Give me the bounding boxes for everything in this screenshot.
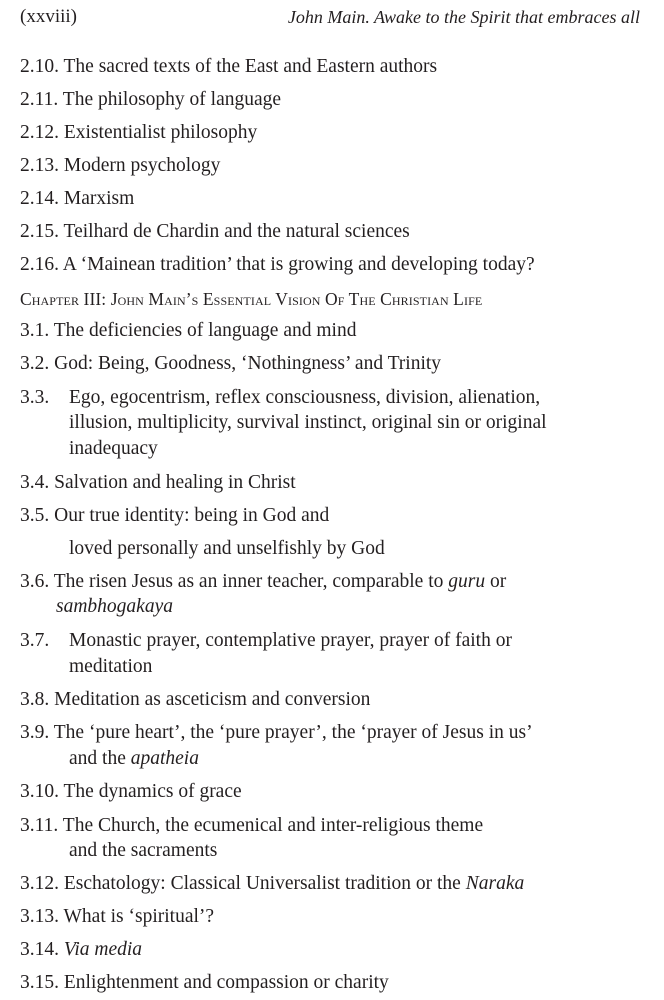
toc-entry-3-11-line1: 3.11. The Church, the ecumenical and inter-religious theme bbox=[20, 815, 484, 836]
toc-text: or bbox=[485, 571, 507, 592]
toc-text: and the bbox=[69, 748, 131, 769]
toc-entry-3-3-line3: inadequacy bbox=[69, 438, 158, 459]
toc-italic-term: sambhogakaya bbox=[56, 596, 173, 617]
toc-entry-3-15: 3.15. Enlightenment and compassion or charity bbox=[20, 972, 389, 993]
toc-entry-2-10: 2.10. The sacred texts of the East and Eastern authors bbox=[20, 56, 438, 77]
toc-entry-2-13: 2.13. Modern psychology bbox=[20, 155, 221, 176]
running-title: John Main. Awake to the Spirit that embraces all bbox=[287, 7, 640, 27]
toc-italic-term: Naraka bbox=[465, 873, 525, 894]
toc-entry-3-9-line1: 3.9. The ‘pure heart’, the ‘pure prayer’, the ‘prayer of Jesus in us’ bbox=[20, 722, 533, 743]
toc-text: 3.12. Eschatology: Classical Universalist tradition or the bbox=[20, 873, 466, 894]
toc-entry-3-1: 3.1. The deficiencies of language and mind bbox=[20, 320, 357, 341]
toc-entry-3-4: 3.4. Salvation and healing in Christ bbox=[20, 472, 296, 493]
toc-entry-2-14: 2.14. Marxism bbox=[20, 188, 135, 209]
toc-entry-2-16: 2.16. A ‘Mainean tradition’ that is growing and developing today? bbox=[20, 254, 535, 275]
toc-entry-3-7-number: 3.7. bbox=[20, 630, 50, 651]
toc-entry-2-15: 2.15. Teilhard de Chardin and the natural sciences bbox=[20, 221, 410, 242]
toc-entry-3-10: 3.10. The dynamics of grace bbox=[20, 781, 242, 802]
toc-entry-3-2: 3.2. God: Being, Goodness, ‘Nothingness’ and Trinity bbox=[20, 353, 442, 374]
page-number: (xxviii) bbox=[20, 6, 77, 27]
toc-entry-3-11-line2: and the sacraments bbox=[69, 840, 218, 861]
toc-entry-3-3-line1: Ego, egocentrism, reflex consciousness, division, alienation, bbox=[69, 387, 541, 408]
toc-entry-2-12: 2.12. Existentialist philosophy bbox=[20, 122, 258, 143]
toc-entry-3-7-line2: meditation bbox=[69, 656, 153, 677]
toc-italic-term: guru bbox=[448, 571, 486, 592]
toc-italic-term: apatheia bbox=[130, 748, 199, 769]
toc-entry-3-9-line2 bbox=[69, 747, 199, 771]
toc-entry-2-11: 2.11. The philosophy of language bbox=[20, 89, 282, 110]
toc-italic-term: Via media bbox=[63, 939, 143, 960]
toc-entry-3-13: 3.13. What is ‘spiritual’? bbox=[20, 906, 215, 927]
toc-entry-3-14 bbox=[20, 938, 142, 962]
toc-entry-3-3-line2: illusion, multiplicity, survival instinct, original sin or original bbox=[69, 412, 547, 433]
toc-entry-3-8: 3.8. Meditation as asceticism and conversion bbox=[20, 689, 371, 710]
toc-entry-3-7-line1: Monastic prayer, contemplative prayer, prayer of faith or bbox=[69, 630, 512, 651]
chapter-heading: Chapter III: John Main’s Essential Vision Of The Christian Life bbox=[20, 289, 483, 309]
toc-entry-3-6-line2 bbox=[56, 595, 173, 619]
toc-text: 3.6. The risen Jesus as an inner teacher, comparable to bbox=[20, 571, 449, 592]
toc-entry-3-3-number: 3.3. bbox=[20, 387, 50, 408]
toc-entry-3-12 bbox=[20, 872, 524, 896]
toc-text: 3.14. bbox=[20, 939, 64, 960]
toc-entry-3-5-line1: 3.5. Our true identity: being in God and bbox=[20, 505, 330, 526]
toc-entry-3-6-line1 bbox=[20, 570, 506, 594]
toc-entry-3-5-line2: loved personally and unselfishly by God bbox=[69, 538, 385, 559]
